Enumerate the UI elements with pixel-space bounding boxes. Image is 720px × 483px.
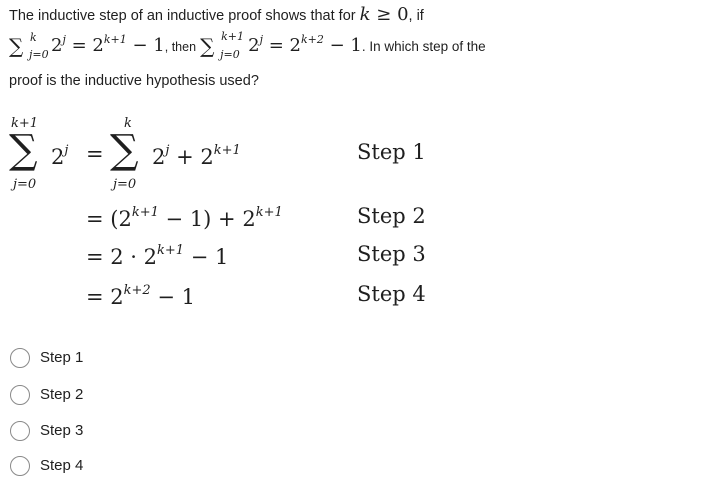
conclusion-tail: − 1 (323, 35, 362, 56)
conclusion-upper-limit: k+1 (221, 30, 244, 43)
question-line-2-suffix: . In which step of the (361, 39, 486, 54)
hypothesis-rhs-exponent: k+1 (103, 33, 127, 46)
hypothesis-sigma-symbol: ∑ k j=0 (9, 31, 49, 61)
first-equals: = (86, 142, 104, 166)
sum1-term-exponent: j (64, 143, 69, 158)
step-label-4: Step 4 (357, 282, 426, 306)
sum1-lower-limit: j=0 (13, 177, 37, 192)
hypothesis-upper-limit: k (30, 31, 37, 44)
sum1-upper-limit: k+1 (11, 116, 39, 131)
conclusion-term-exponent: j (259, 33, 263, 46)
option-step-2[interactable] (10, 383, 140, 407)
sum2-plus-exponent: k+1 (213, 143, 241, 158)
question-geq: ≥ 0 (370, 4, 409, 25)
radio-step-1[interactable] (10, 348, 30, 368)
line3-exponent: k+1 (157, 243, 185, 258)
hypothesis-term-exponent: j (62, 33, 66, 46)
question-k: k (359, 4, 371, 25)
conclusion-term: 2 (248, 35, 260, 56)
sum2-plus: + 2 (169, 145, 214, 169)
sum2-term-exponent: j (165, 143, 170, 158)
step-label-1: Step 1 (357, 140, 426, 164)
derivation-line-3 (86, 244, 228, 268)
line2-exponent-2: k+1 (255, 205, 283, 220)
hypothesis-term: 2 (51, 35, 63, 56)
question-line-3: proof is the inductive hypothesis used? (9, 73, 259, 89)
conclusion-lower-limit: j=0 (220, 48, 240, 61)
step-label-2: Step 2 (357, 204, 426, 228)
line2-rest: − 1) + 2 (158, 207, 256, 231)
conclusion-rhs-exponent: k+2 (300, 33, 324, 46)
radio-step-4[interactable] (10, 456, 30, 476)
derivation-line-4 (86, 284, 195, 308)
line3-pre: = 2 · 2 (86, 245, 158, 269)
option-step-2-label[interactable]: Step 2 (40, 386, 84, 403)
radio-step-2[interactable] (10, 385, 30, 405)
hypothesis-tail: − 1 (126, 35, 165, 56)
sum1-sigma-symbol: ∑ (9, 127, 38, 173)
sum2-sigma-symbol: ∑ (110, 127, 139, 173)
option-step-3[interactable] (10, 419, 140, 443)
sum2-lower-limit: j=0 (113, 177, 137, 192)
line4-exponent: k+2 (123, 283, 151, 298)
option-step-1[interactable] (10, 346, 140, 370)
step-label-3: Step 3 (357, 242, 426, 266)
sum2-expression (152, 144, 241, 168)
line2-exponent: k+1 (131, 205, 159, 220)
question-then: , then (164, 40, 197, 54)
option-step-4[interactable] (10, 454, 140, 478)
sum2-term: 2 (152, 145, 166, 169)
line3-rest: − 1 (184, 245, 229, 269)
line4-rest: − 1 (150, 285, 195, 309)
radio-step-3[interactable] (10, 421, 30, 441)
hypothesis-equals: = 2 (65, 35, 104, 56)
question-line-1-prefix: The inductive step of an inductive proof shows that for (9, 8, 356, 24)
question-line-1-suffix: , if (408, 8, 424, 24)
line2-open: = (2 (86, 207, 132, 231)
hypothesis-lower-limit: j=0 (29, 48, 49, 61)
conclusion-sigma-symbol: ∑ k+1 j=0 (200, 30, 244, 61)
derivation-line-2 (86, 206, 283, 230)
sum1-term-group (51, 144, 68, 168)
line4-pre: = 2 (86, 285, 124, 309)
option-step-1-label[interactable]: Step 1 (40, 349, 84, 366)
option-step-3-label[interactable]: Step 3 (40, 422, 84, 439)
sum1-term: 2 (51, 145, 65, 169)
option-step-4-label[interactable]: Step 4 (40, 457, 84, 474)
sum2-upper-limit: k (124, 116, 132, 131)
conclusion-equals: = 2 (262, 35, 301, 56)
